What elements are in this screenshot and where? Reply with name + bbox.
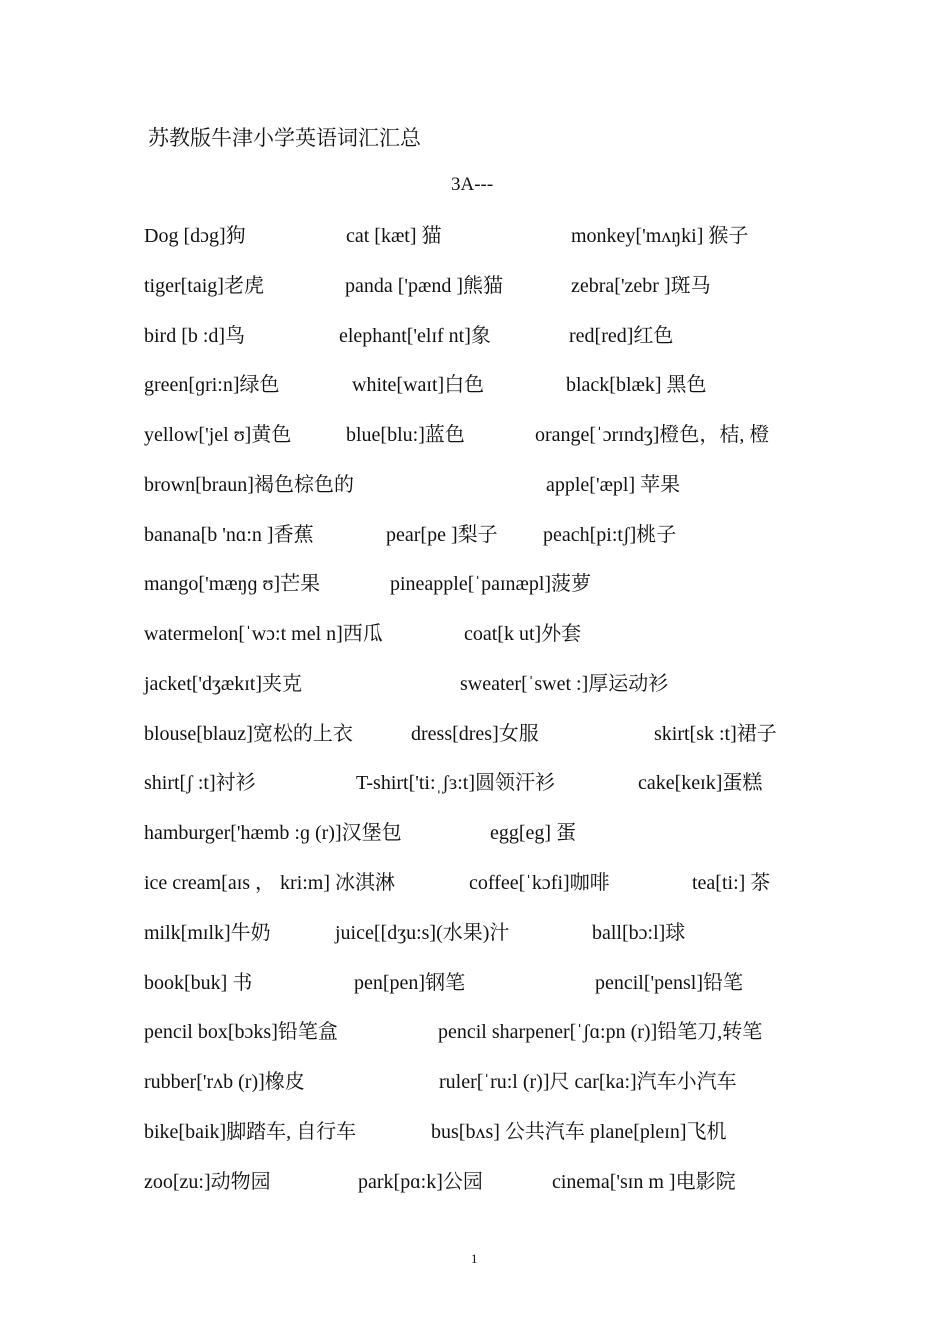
vocab-row: [0, 868, 950, 898]
vocab-entry: cinema['sɪn m ]电影院: [552, 1171, 736, 1193]
vocab-row: [0, 1017, 950, 1047]
vocab-row: [0, 420, 950, 450]
vocab-entry: jacket['dʒækɪt]夹克: [144, 673, 302, 695]
vocab-entry: Dog [dɔg]狗: [144, 225, 246, 247]
vocab-entry: zebra['zebr ]斑马: [571, 275, 711, 297]
vocab-entry: bike[baik]脚踏车, 自行车: [144, 1121, 357, 1143]
vocab-entry: cat [kæt] 猫: [346, 225, 442, 247]
vocab-entry: ball[bɔ:l]球: [592, 922, 686, 944]
section-heading: 3A---: [451, 174, 494, 195]
vocab-entry: tiger[taig]老虎: [144, 275, 264, 297]
vocab-entry: brown[braun]褐色棕色的: [144, 474, 354, 496]
vocab-entry: T-shirt['ti:ˌʃɜ:t]圆领汗衫: [356, 772, 556, 794]
vocab-row: [0, 271, 950, 301]
vocab-entry: milk[mɪlk]牛奶: [144, 922, 271, 944]
vocab-row: [0, 768, 950, 798]
vocab-entry: white[waɪt]白色: [352, 374, 485, 396]
vocab-entry: egg[eg] 蛋: [490, 822, 577, 844]
vocab-row: [0, 1067, 950, 1097]
vocab-entry: ruler[ˈru:l (r)]尺 car[ka:]汽车小汽车: [439, 1071, 737, 1093]
vocab-entry: panda ['pænd ]熊猫: [345, 275, 504, 297]
vocab-row: [0, 1167, 950, 1197]
vocab-entry: pen[pen]钢笔: [354, 972, 466, 994]
page-title: 苏教版牛津小学英语词汇汇总: [148, 126, 421, 150]
vocab-entry: pencil['pensl]铅笔: [595, 972, 744, 994]
vocab-entry: sweater[ˈswet :]厚运动衫: [460, 673, 669, 695]
vocab-entry: skirt[sk :t]裙子: [654, 723, 777, 745]
vocab-row: [0, 470, 950, 500]
vocab-row: [0, 619, 950, 649]
page-number: 1: [471, 1251, 478, 1266]
vocab-entry: pencil sharpener[ˈʃɑ:pn (r)]铅笔刀,转笔: [438, 1021, 763, 1043]
vocab-entry: green[ɡri:n]绿色: [144, 374, 280, 396]
vocab-entry: coffee[ˈkɔfi]咖啡: [469, 872, 610, 894]
vocab-row: [0, 221, 950, 251]
vocab-entry: banana[b 'nɑ:n ]香蕉: [144, 524, 314, 546]
vocab-entry: rubber['rʌb (r)]橡皮: [144, 1071, 305, 1093]
vocab-entry: mango['mæŋɡ ʊ]芒果: [144, 573, 321, 595]
vocab-row: [0, 1117, 950, 1147]
vocab-row: [0, 370, 950, 400]
vocab-entry: dress[dres]女服: [411, 723, 539, 745]
vocab-entry: tea[ti:] 茶: [692, 872, 771, 894]
vocab-entry: pineapple[ˈpaɪnæpl]菠萝: [390, 573, 592, 595]
vocab-entry: juice[[dʒu:s](水果)汁: [335, 922, 510, 944]
vocab-row: [0, 569, 950, 599]
vocab-entry: bird [b :d]鸟: [144, 325, 246, 347]
vocab-entry: cake[keɪk]蛋糕: [638, 772, 763, 794]
vocab-entry: peach[pi:tʃ]桃子: [543, 524, 677, 546]
vocab-entry: elephant['elɪf nt]象: [339, 325, 491, 347]
vocab-row: [0, 520, 950, 550]
vocab-row: [0, 719, 950, 749]
vocab-entry: blue[blu:]蓝色: [346, 424, 465, 446]
vocab-entry: red[red]红色: [569, 325, 674, 347]
vocab-entry: yellow['jel ʊ]黄色: [144, 424, 292, 446]
vocab-entry: hamburger['hæmb :ɡ (r)]汉堡包: [144, 822, 402, 844]
vocab-entry: coat[k ut]外套: [464, 623, 582, 645]
vocab-row: [0, 968, 950, 998]
vocab-entry: orange[ˈɔrɪndʒ]橙色，桔, 橙: [535, 424, 770, 446]
vocab-entry: black[blæk] 黑色: [566, 374, 707, 396]
vocab-row: [0, 669, 950, 699]
vocab-entry: book[buk] 书: [144, 972, 253, 994]
vocab-entry: zoo[zu:]动物园: [144, 1171, 271, 1193]
vocab-entry: park[pɑ:k]公园: [358, 1171, 483, 1193]
vocab-entry: pencil box[bɔks]铅笔盒: [144, 1021, 338, 1043]
vocab-entry: ice cream[aɪs ， kri:m] 冰淇淋: [144, 872, 396, 894]
vocab-entry: blouse[blauz]宽松的上衣: [144, 723, 353, 745]
vocab-entry: pear[pe ]梨子: [386, 524, 498, 546]
vocab-entry: monkey['mʌŋki] 猴子: [571, 225, 749, 247]
vocab-entry: shirt[ʃ :t]衬衫: [144, 772, 256, 794]
vocab-entry: bus[bʌs] 公共汽车 plane[pleɪn]飞机: [431, 1121, 727, 1143]
vocab-entry: watermelon[ˈwɔ:t mel n]西瓜: [144, 623, 383, 645]
vocab-row: [0, 321, 950, 351]
vocab-entry: apple['æpl] 苹果: [546, 474, 681, 496]
vocab-row: [0, 918, 950, 948]
vocab-row: [0, 818, 950, 848]
